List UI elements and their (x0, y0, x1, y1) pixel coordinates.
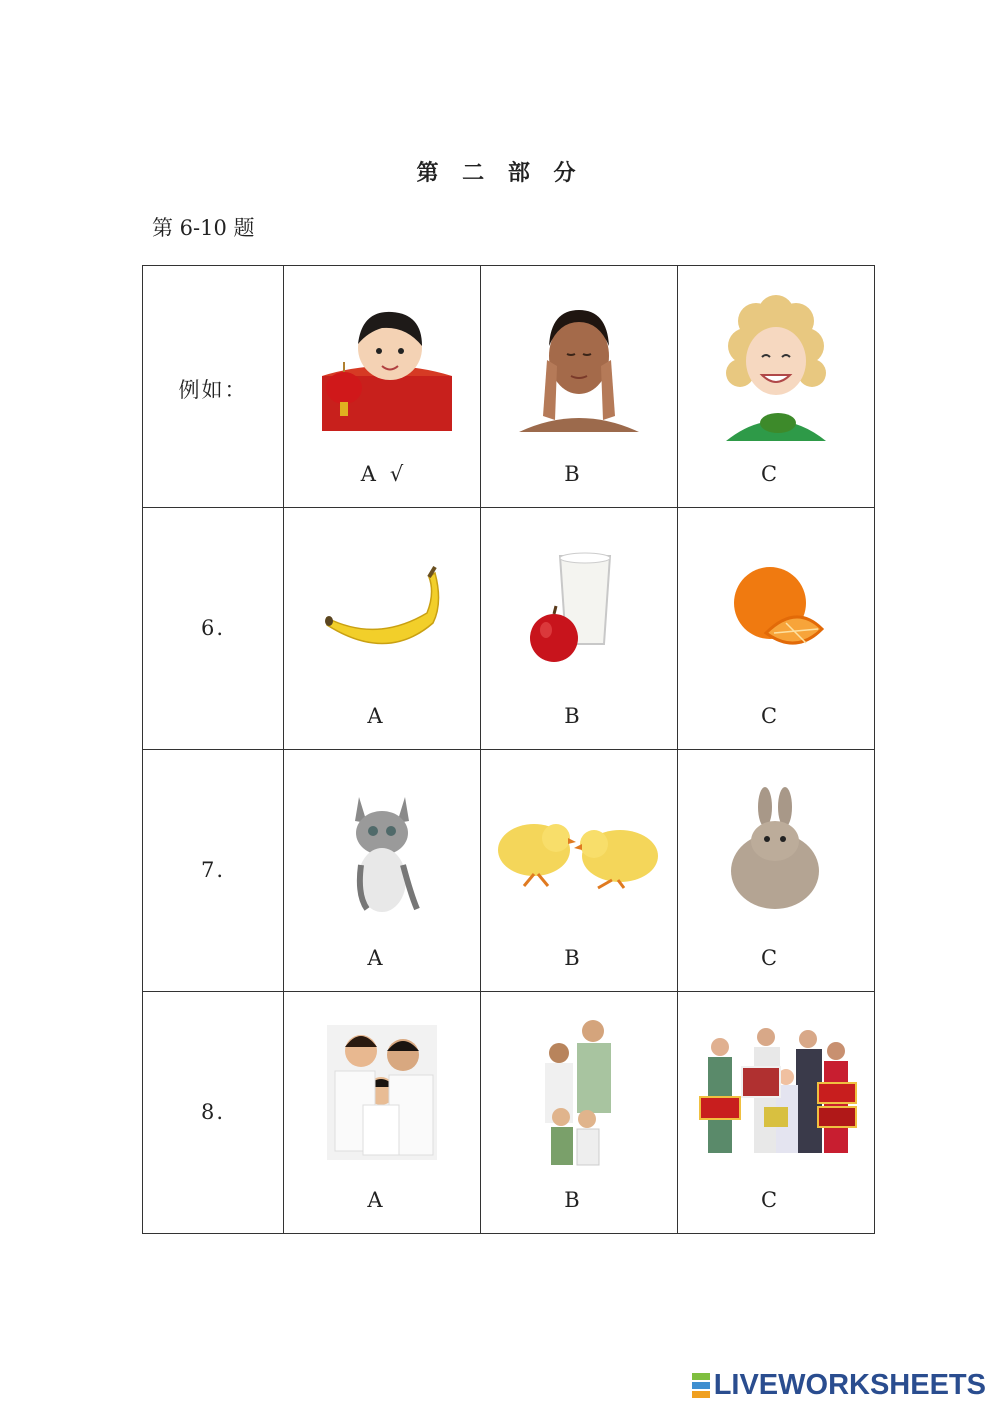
question-label: 7. (200, 858, 226, 882)
table-row (143, 508, 875, 750)
option-letter: A (360, 462, 376, 486)
orange-icon (678, 528, 874, 688)
option-cell[interactable] (481, 266, 678, 508)
option-cell[interactable] (284, 508, 481, 750)
woman-face-icon (481, 286, 677, 446)
option-cell[interactable] (284, 992, 481, 1234)
question-label: 6. (200, 616, 226, 640)
option-cell[interactable] (481, 750, 678, 992)
option-letter: C (760, 462, 778, 486)
group-with-gifts-icon (678, 1012, 874, 1172)
banana-icon (284, 528, 480, 688)
milk-and-apple-icon (481, 528, 677, 688)
liveworksheets-logo-icon (692, 1372, 710, 1399)
question-table (142, 265, 875, 1234)
option-letter: A (367, 704, 383, 728)
option-letter: B (564, 704, 580, 728)
chicks-icon (481, 770, 677, 930)
option-cell[interactable] (481, 992, 678, 1234)
option-cell[interactable] (678, 266, 875, 508)
option-cell[interactable] (481, 508, 678, 750)
option-letter: B (564, 946, 580, 970)
option-letter: C (760, 946, 778, 970)
question-range: 第 6-10 题 (152, 216, 255, 240)
option-cell[interactable] (678, 992, 875, 1234)
option-cell[interactable] (284, 750, 481, 992)
brand-logo[interactable] (692, 1369, 986, 1402)
page-title: 第 二 部 分 (416, 160, 584, 186)
kitten-icon (284, 770, 480, 930)
rabbit-icon (678, 770, 874, 930)
family-of-four-icon (481, 1012, 677, 1172)
family-of-three-icon (284, 1012, 480, 1172)
option-letter: A (367, 1188, 383, 1212)
option-letter: B (564, 462, 580, 486)
option-cell[interactable] (284, 266, 481, 508)
brand-name: LIVEWORKSHEETS (713, 1369, 986, 1401)
question-label: 例如： (178, 378, 248, 402)
question-label: 8. (200, 1100, 226, 1124)
option-letter: C (760, 1188, 778, 1212)
table-row (143, 750, 875, 992)
option-letter: B (564, 1188, 580, 1212)
curly-child-icon (678, 286, 874, 446)
table-row (143, 266, 875, 508)
option-letter: C (760, 704, 778, 728)
option-cell[interactable] (678, 750, 875, 992)
table-row (143, 992, 875, 1234)
check-mark: √ (389, 462, 404, 486)
girl-with-lantern-icon (284, 286, 480, 446)
option-cell[interactable] (678, 508, 875, 750)
option-letter: A (367, 946, 383, 970)
